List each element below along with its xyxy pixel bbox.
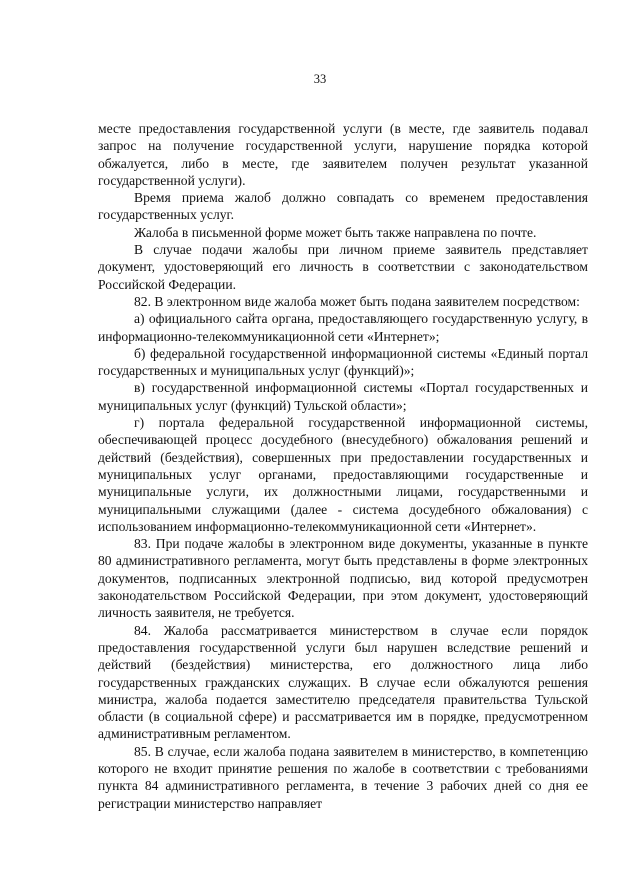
paragraph-85: 85. В случае, если жалоба подана заявителем в министерство, в компетенцию которого не входит принятие решения по жалобе в соответствии с требованиями пункта 84 административного регламента, в течение 3 рабочих дней со дня ее регистрации министерство направляет bbox=[98, 743, 588, 811]
page-number: 33 bbox=[313, 72, 327, 86]
list-item-a: а) официального сайта органа, предоставляющего государственную услугу, в информационно-телекоммуникационной сети «Интернет»; bbox=[98, 311, 588, 344]
paragraph: В случае подачи жалобы при личном приеме заявитель представляет документ, удостоверяющий его личность в соответствии с законодательством Российской Федерации. bbox=[98, 242, 588, 292]
document-body bbox=[98, 120, 588, 812]
paragraph: Жалоба в письменной форме может быть также направлена по почте. bbox=[134, 224, 537, 240]
paragraph: Время приема жалоб должно совпадать со временем предоставления государственных услуг. bbox=[98, 190, 588, 223]
list-item-g: г) портала федеральной государственной информационной системы, обеспечивающей процесс досудебного (внесудебного) обжалования решений и действий (бездействия), совершенных при предоставлении государственных и муниципальных услуг органами, предоставляющими государственные и муниципальные услуги, их должностными лицами, государственными и муниципальными служащими (далее - система досудебного обжалования) с использованием информационно-телекоммуникационной сети «Интернет». bbox=[98, 415, 588, 534]
paragraph-83: 83. При подаче жалобы в электронном виде документы, указанные в пункте 80 административного регламента, могут быть представлены в форме электронных документов, подписанных электронной подписью, вид которой предусмотрен законодательством Российской Федерации, при этом документ, удостоверяющий личность заявителя, не требуется. bbox=[98, 536, 588, 621]
paragraph-82: 82. В электронном виде жалоба может быть подана заявителем посредством: bbox=[134, 293, 580, 309]
paragraph-84: 84. Жалоба рассматривается министерством в случае если порядок предоставления государственной услуги был нарушен вследствие решений и действий (бездействия) министерства, его должностного лица либо государственных гражданских служащих. В случае если обжалуются решения министра, жалоба подается заместителю председателя правительства Тульской области (в социальной сфере) и рассматривается им в порядке, предусмотренном административным регламентом. bbox=[98, 622, 588, 742]
list-item-v: в) государственной информационной системы «Портал государственных и муниципальных услуг (функций) Тульской области»; bbox=[98, 380, 588, 413]
paragraph: месте предоставления государственной услуги (в месте, где заявитель подавал запрос на получение государственной услуги, нарушение порядка которой обжалуется, либо в месте, где заявителем получен результат указанной государственной услуги). bbox=[98, 121, 588, 188]
list-item-b: б) федеральной государственной информационной системы «Единый портал государственных и муниципальных услуг (функций)»; bbox=[98, 345, 588, 379]
